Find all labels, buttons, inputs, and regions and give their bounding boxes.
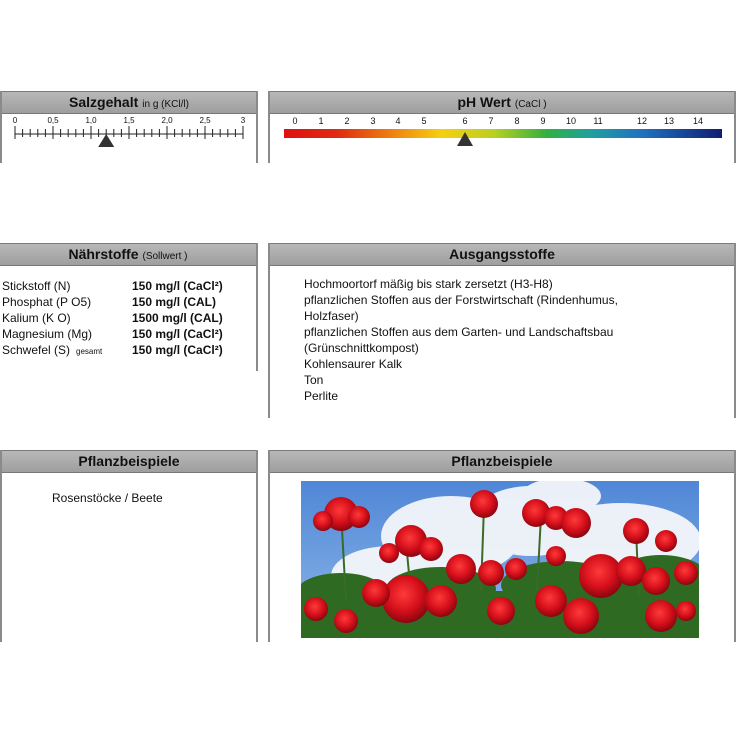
ph-title: pH Wert: [457, 94, 511, 110]
ph-tick-label: 14: [692, 116, 704, 126]
ausgangsstoff-line: (Grünschnittkompost): [304, 341, 419, 355]
salt-tick-label: 3: [240, 116, 246, 125]
ph-tick-label: 3: [370, 116, 376, 126]
pflanzbeispiele-left-header: [2, 450, 256, 473]
ph-tick-label: 10: [565, 116, 577, 126]
ph-unit: (CaCl ): [514, 99, 547, 110]
ph-tick-label: 4: [395, 116, 401, 126]
plant-example-text: Rosenstöcke / Beete: [52, 491, 163, 505]
roses-photo: [301, 481, 699, 638]
salt-unit: in g (KCl/l): [142, 99, 189, 110]
ausgangsstoff-line: pflanzlichen Stoffen aus der Forstwirtschaft (Rindenhumus,: [304, 293, 618, 307]
ph-tick-label: 13: [663, 116, 675, 126]
nutrient-row: [2, 326, 223, 342]
naehrstoffe-unit: (Sollwert ): [142, 251, 188, 262]
ausgangsstoffe-title: Ausgangsstoffe: [449, 246, 555, 262]
ph-tick-label: 0: [292, 116, 298, 126]
salt-panel: [0, 91, 258, 163]
nutrient-name: Phosphat (P O5): [2, 295, 92, 309]
salt-scale: [2, 113, 256, 163]
ph-tick-label: 7: [488, 116, 494, 126]
nutrient-value: 150 mg/l (CAL): [132, 295, 217, 309]
pflanzbeispiele-left-panel: [0, 450, 258, 642]
ph-tick-label: 12: [636, 116, 648, 126]
nutrient-row: [2, 278, 223, 294]
ausgangsstoff-line: Ton: [304, 373, 324, 387]
ausgangsstoff-line: Hochmoortorf mäßig bis stark zersetzt (H3-H8): [304, 277, 553, 291]
ph-scale: [270, 113, 734, 163]
ph-panel: [268, 91, 736, 163]
ph-header: [270, 91, 734, 114]
ausgangsstoffe-panel: [268, 243, 736, 418]
salt-tick-label: 1,0: [85, 116, 97, 125]
nutrient-value: 150 mg/l (CaCl²): [132, 343, 223, 357]
naehrstoffe-panel: [0, 243, 258, 371]
ph-tick-label: 9: [540, 116, 546, 126]
ph-tick-label: 6: [462, 116, 468, 126]
ph-tick-label: 8: [514, 116, 520, 126]
ph-tick-label: 11: [593, 116, 603, 126]
pflanzbeispiele-right-header: [270, 450, 734, 473]
nutrient-row: [2, 342, 223, 360]
ph-tick-label: 1: [318, 116, 324, 126]
salt-tick-label: 2,0: [161, 116, 173, 125]
ausgangsstoff-line: Holzfaser): [304, 309, 359, 323]
nutrient-value: 150 mg/l (CaCl²): [132, 327, 223, 341]
ph-tick-label: 2: [344, 116, 350, 126]
nutrient-note: gesamt: [76, 347, 103, 356]
nutrient-value: 1500 mg/l (CAL): [132, 311, 223, 325]
ausgangsstoff-line: Perlite: [304, 389, 339, 403]
nutrient-name: Kalium (K O): [2, 311, 71, 325]
nutrient-value: 150 mg/l (CaCl²): [132, 279, 223, 293]
ausgangsstoff-line: Kohlensaurer Kalk: [304, 357, 403, 371]
salt-tick-label: 1,5: [123, 116, 135, 125]
naehrstoffe-title: Nährstoffe: [68, 246, 139, 262]
salt-title: Salzgehalt: [69, 94, 139, 110]
salt-tick-label: 0,5: [47, 116, 59, 125]
salt-tick-label: 2,5: [199, 116, 211, 125]
ausgangsstoffe-header: [270, 243, 734, 266]
nutrient-name: Schwefel (S): [2, 343, 71, 357]
salt-header: [2, 91, 256, 114]
pflanzbeispiele-right-title: Pflanzbeispiele: [451, 453, 553, 469]
pflanzbeispiele-left-title: Pflanzbeispiele: [78, 453, 180, 469]
ph-tick-label: 5: [421, 116, 427, 126]
naehrstoffe-header: [0, 243, 256, 266]
nutrient-name: Stickstoff (N): [2, 279, 71, 293]
ausgangsstoffe-list: [304, 276, 618, 404]
nutrient-row: [2, 294, 217, 310]
nutrient-name: Magnesium (Mg): [2, 327, 93, 341]
ph-color-bar: [284, 129, 722, 138]
ausgangsstoff-line: pflanzlichen Stoffen aus dem Garten- und Landschaftsbau: [304, 325, 614, 339]
pflanzbeispiele-right-panel: [268, 450, 736, 642]
salt-marker: [98, 134, 114, 147]
nutrient-row: [2, 310, 223, 326]
salt-tick-label: 0: [12, 116, 18, 125]
